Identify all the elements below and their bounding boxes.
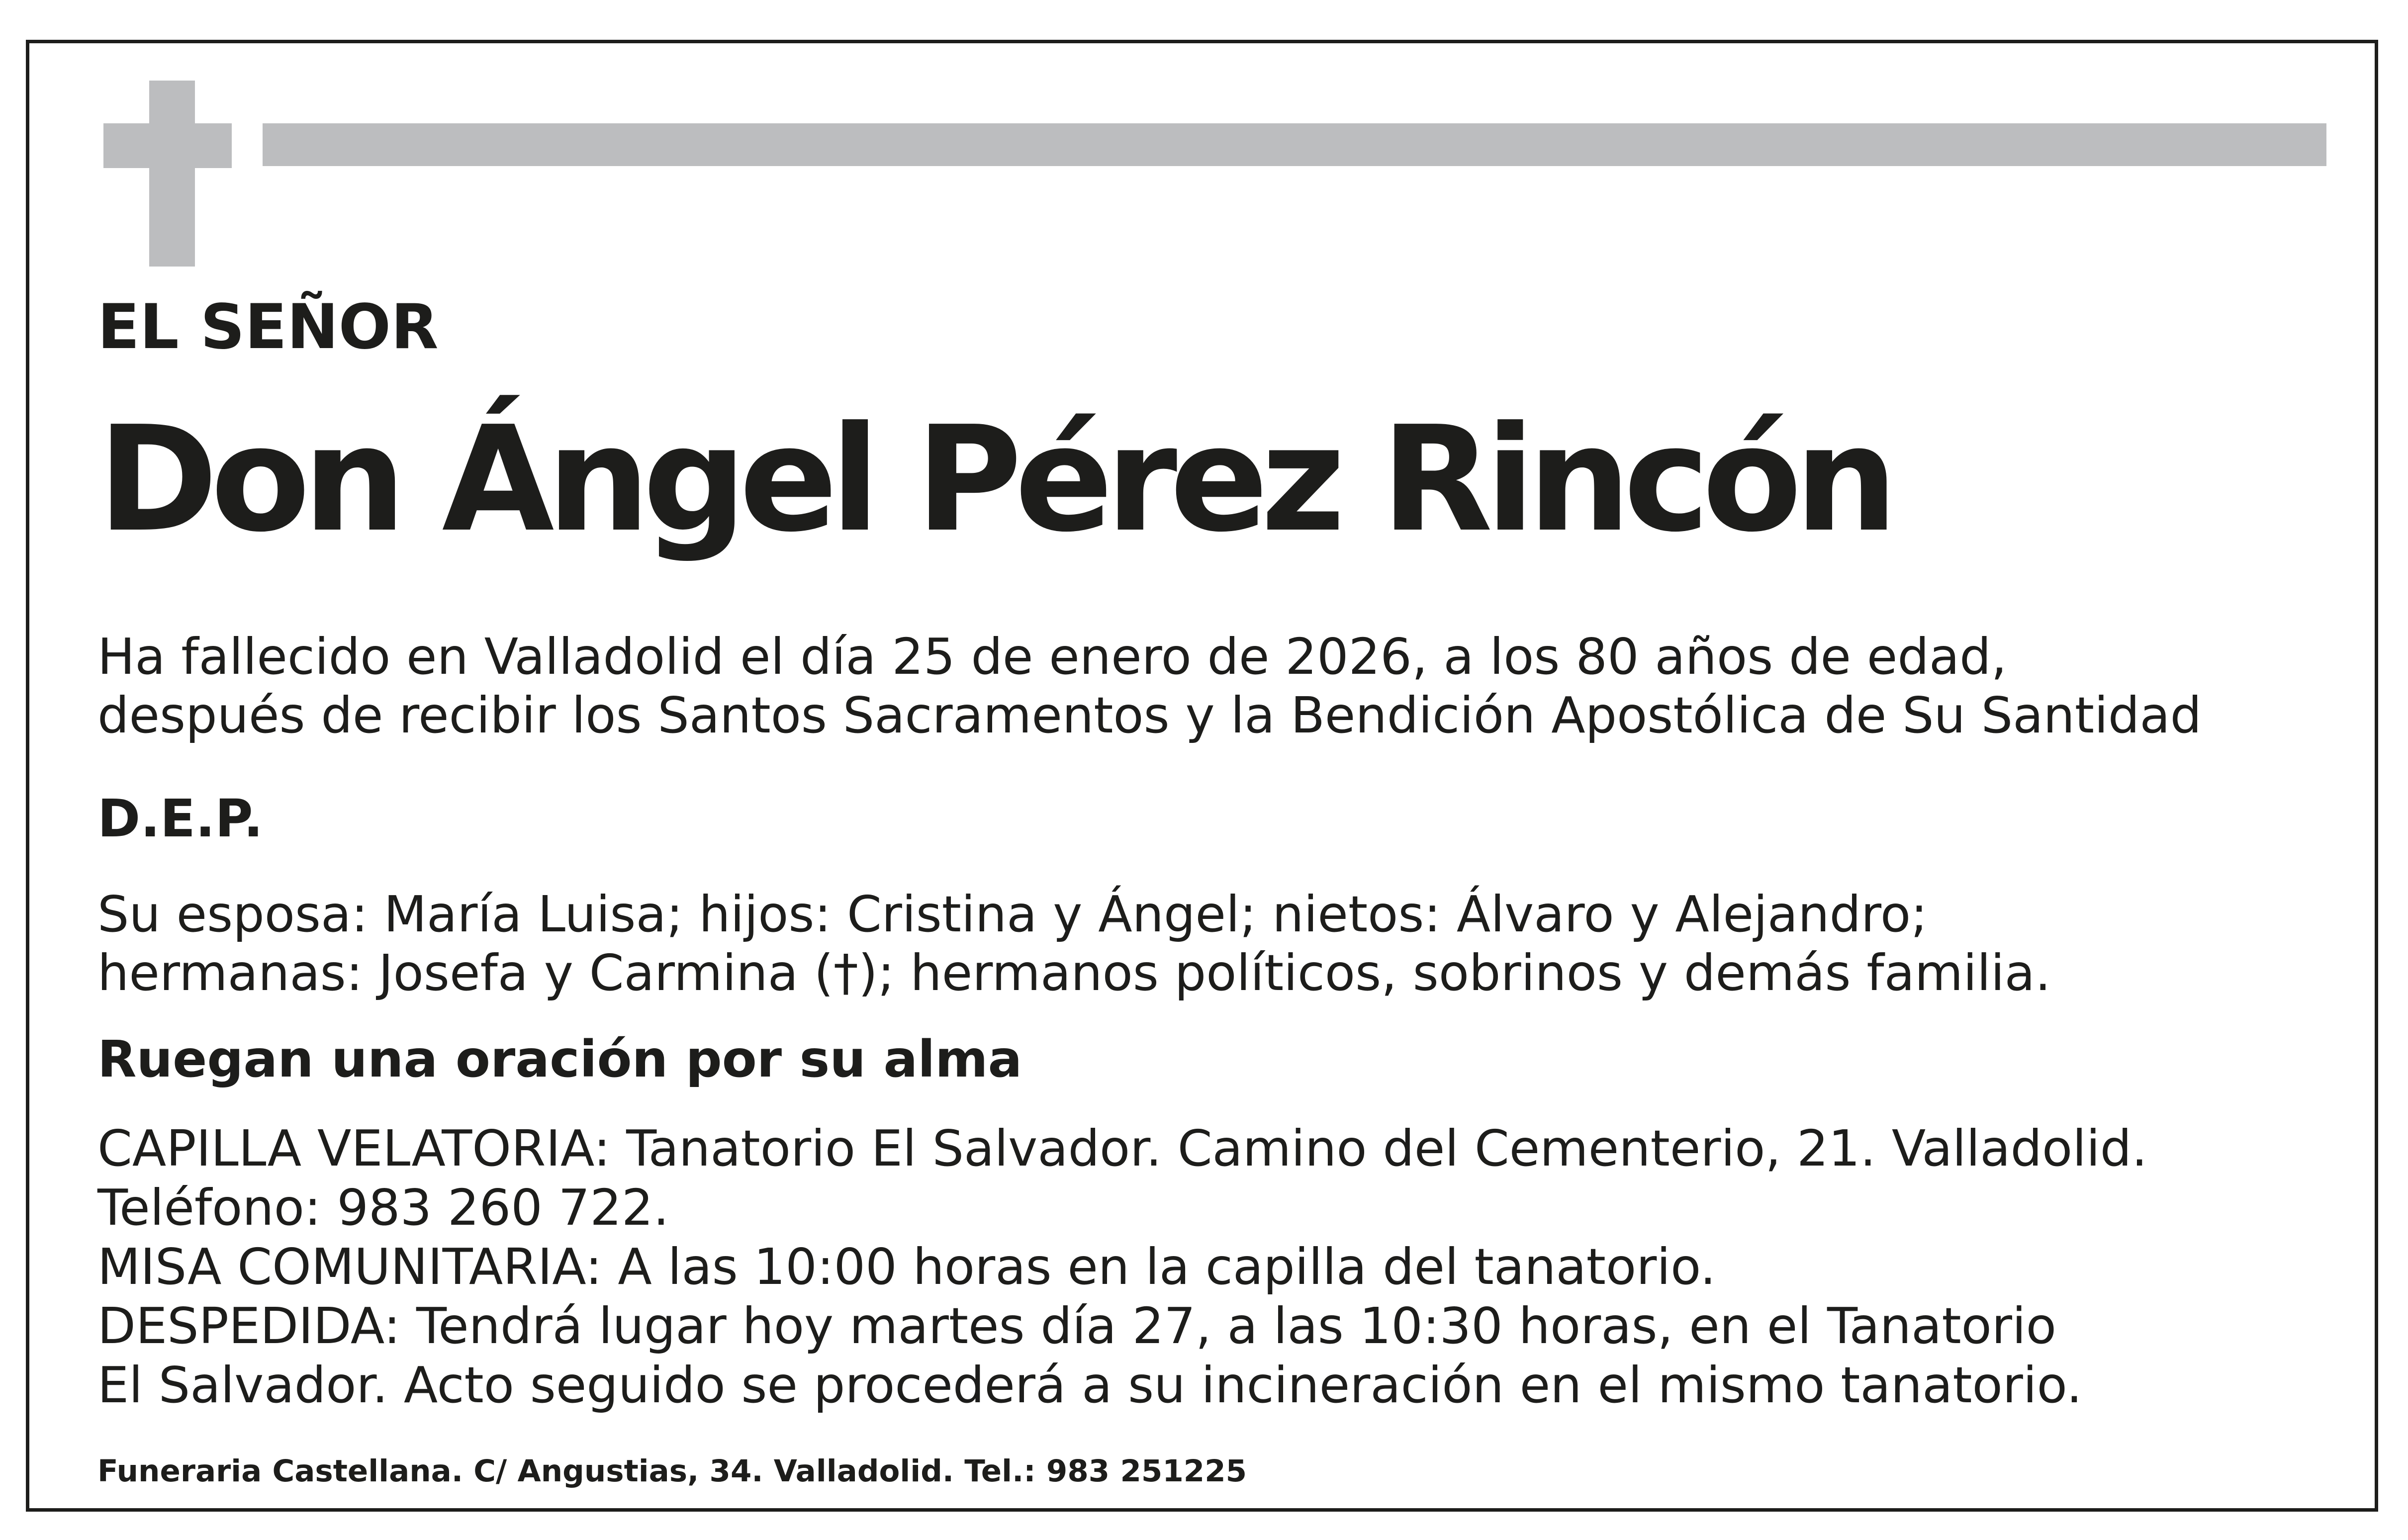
service-line: Teléfono: 983 260 722.	[97, 1178, 669, 1237]
deceased-name: Don Ángel Pérez Rincón	[97, 395, 1891, 564]
service-line: MISA COMUNITARIA: A las 10:00 horas en la capilla del tanatorio.	[97, 1238, 1716, 1296]
cross-vertical-bar	[149, 81, 195, 267]
header-rule	[263, 123, 2326, 166]
family-line-1: Su esposa: María Luisa; hijos: Cristina y Ángel; nietos: Álvaro y Alejandro;	[97, 885, 1928, 943]
death-line-1: Ha fallecido en Valladolid el día 25 de enero de 2026, a los 80 años de edad,	[97, 628, 2007, 686]
service-line: CAPILLA VELATORIA: Tanatorio El Salvador. Camino del Cementerio, 21. Valladolid.	[97, 1119, 2148, 1178]
honorific: EL SEÑOR	[97, 291, 439, 363]
cross-horizontal-bar	[103, 123, 232, 168]
dep-label: D.E.P.	[97, 788, 264, 849]
funeral-home-footer: Funeraria Castellana. C/ Angustias, 34. Valladolid. Tel.: 983 251225	[97, 1453, 1247, 1489]
death-line-2: después de recibir los Santos Sacramentos y la Bendición Apostólica de Su Santidad	[97, 686, 2202, 744]
death-announcement	[97, 628, 2202, 745]
service-line: El Salvador. Acto seguido se procederá a su incineración en el mismo tanatorio.	[97, 1356, 2082, 1414]
prayer-request: Ruegan una oración por su alma	[97, 1030, 1022, 1089]
family-list	[97, 885, 2051, 1002]
service-details	[97, 1119, 2147, 1415]
service-line: DESPEDIDA: Tendrá lugar hoy martes día 27, a las 10:30 horas, en el Tanatorio	[97, 1297, 2056, 1355]
family-line-2: hermanas: Josefa y Carmina (†); hermanos políticos, sobrinos y demás familia.	[97, 944, 2051, 1002]
